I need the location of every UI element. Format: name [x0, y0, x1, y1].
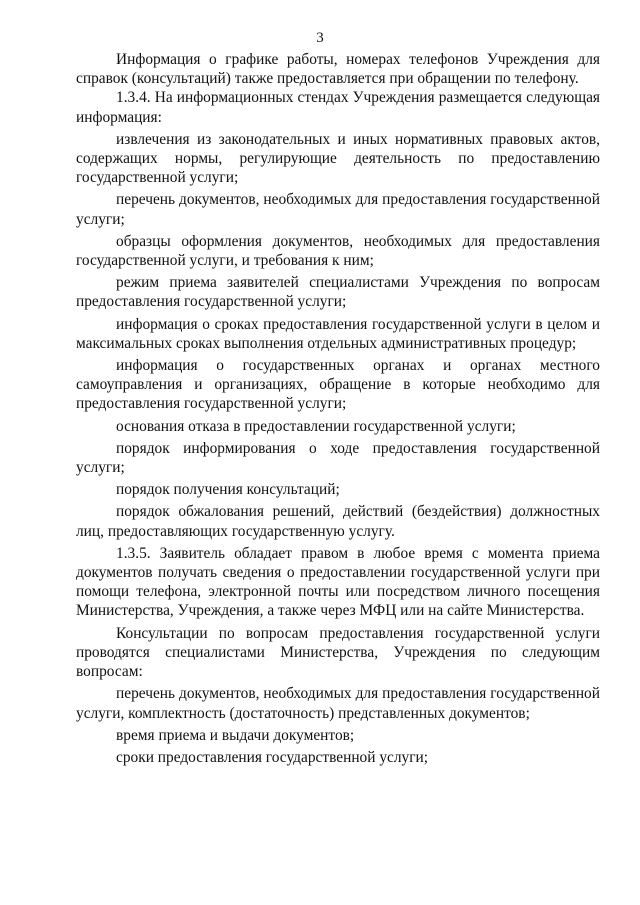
list-item-refusal-grounds: основания отказа в предоставлении государственной услуги;: [116, 417, 516, 435]
list-item-reception-mode: режим приема заявителей специалистами Учреждения по вопросам предоставления государственной услуги;: [76, 274, 600, 311]
list-item-terms: информация о сроках предоставления государственной услуги в целом и максимальных сроках выполнения отдельных административных процедур;: [76, 315, 600, 352]
paragraph-1-3-5: 1.3.5. Заявитель обладает правом в любое время с момента приема документов получать сведения о предоставлении государственной услуги при помощи телефона, электронной почты или посредством личного посещения Министерства, Учреждения, а также через МФЦ или на сайте Министерства.: [76, 544, 600, 620]
list-item-reception-time: время приема и выдачи документов;: [116, 726, 355, 744]
list-item-samples: образцы оформления документов, необходимых для предоставления государственной услуги, и требования к ним;: [76, 232, 600, 270]
list-item-service-terms: сроки предоставления государственной услуги;: [116, 748, 429, 766]
list-item-consultations: порядок получения консультаций;: [116, 481, 340, 499]
document-body: [76, 50, 600, 767]
page-number: 3: [316, 30, 324, 46]
list-item-legal-extracts: извлечения из законодательных и иных нормативных правовых актов, содержащих нормы, регулирующие деятельность по предоставлению государственной услуги;: [76, 130, 600, 187]
list-item-authorities: информация о государственных органах и органах местного самоуправления и организациях, обращение в которые необходимо для предоставления государственной услуги;: [76, 357, 600, 413]
paragraph-schedule-info: Информация о графике работы, номерах телефонов Учреждения для справок (консультаций) также предоставляется при обращении по телефону.: [76, 51, 600, 88]
list-item-documents: перечень документов, необходимых для предоставления государственной услуги;: [76, 191, 600, 228]
paragraph-1-3-4: 1.3.4. На информационных стендах Учреждения размещается следующая информация:: [76, 89, 600, 126]
paragraph-consultations: Консультации по вопросам предоставления государственной услуги проводятся специалистами Министерства, Учреждения по следующим вопросам:: [76, 624, 600, 681]
list-item-documents-completeness: перечень документов, необходимых для предоставления государственной услуги, комплектность (достаточность) представленных документов;: [76, 685, 600, 722]
list-item-appeal: порядок обжалования решений, действий (бездействия) должностных лиц, предоставляющих государственную услугу.: [76, 503, 600, 540]
list-item-progress-info: порядок информирования о ходе предоставления государственной услуги;: [76, 439, 600, 477]
